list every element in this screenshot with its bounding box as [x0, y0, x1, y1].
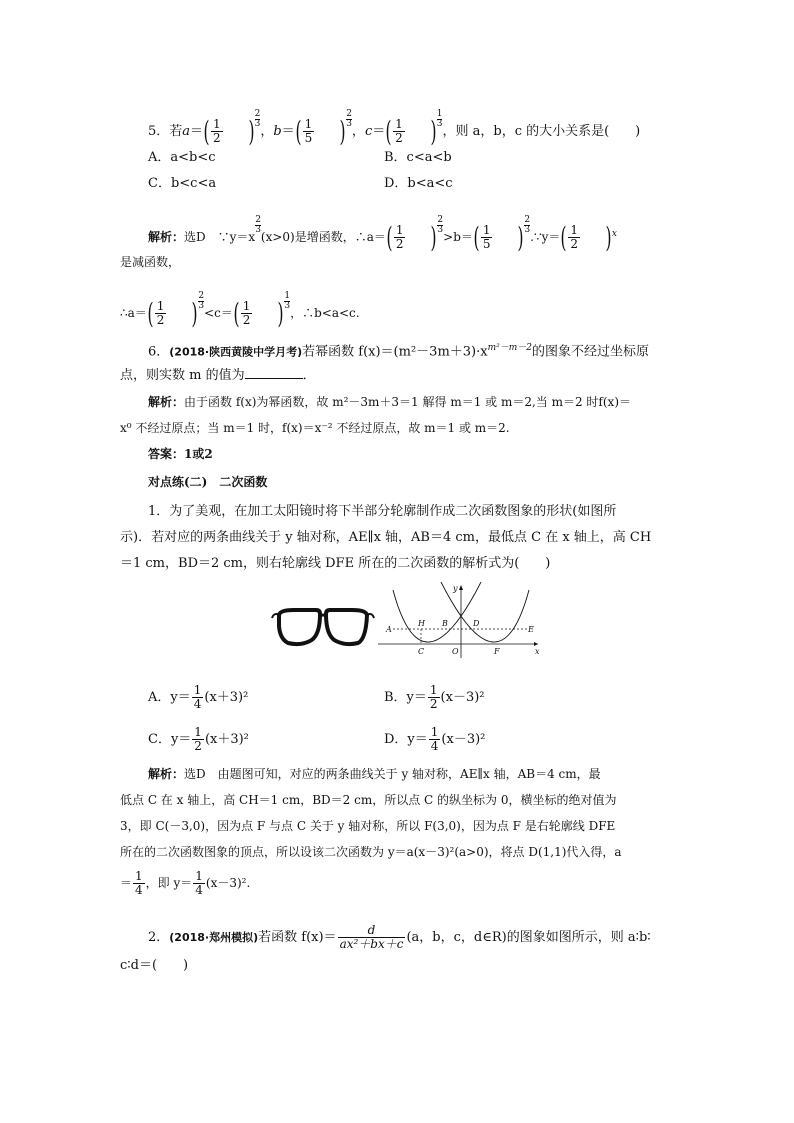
left-parabola: [393, 582, 481, 642]
label-x: x: [535, 647, 540, 656]
label-h: H: [418, 619, 425, 628]
label-o: O: [452, 647, 459, 656]
q6-solution-line1: 解析：由于函数 f(x)为幂函数，故 m²－3m＋3＝1 解得 m＝1 或 m＝2,当 m＝2 时f(x)＝: [148, 395, 632, 409]
q5-option-c[interactable]: C．b<c<a: [148, 176, 217, 191]
fraction: $\frac{1}{5}$: [304, 117, 313, 145]
p1-solution-line5: ＝ $\frac{1}{4}$ ，即 y＝ $\frac{1}{4}$ (x－3)².: [120, 869, 251, 897]
p1-solution-line3: 3，即 C(－3,0)，因为点 F 与点 C 关于 y 轴对称，所以 F(3,0)，因为点 F 是右轮廓线 DFE: [120, 819, 616, 833]
answer-blank[interactable]: [245, 366, 303, 379]
label-b: B: [442, 619, 448, 628]
p1-option-b[interactable]: B．y＝ $\frac{1}{2}$ (x－3)²: [384, 683, 485, 711]
q5-option-a[interactable]: A．a<b<c: [148, 150, 216, 165]
p1-stem-line1: 1．为了美观，在加工太阳镜时将下半部分轮廓制作成二次函数图象的形状(如图所: [148, 504, 617, 519]
q5-solution-line2: 是减函数，: [120, 255, 181, 269]
p2-stem-line2: c∶d＝( ): [120, 958, 189, 973]
q5-solution-line1: 解析：选D ∵y＝x $\frac{2}{3}$ (x>0)是增函数，∴a＝( $\frac{1}{2}$ ) $\frac{2}{3}$ >b＝( $\frac{1}{5}$ ) $\frac{2}{3}$ .∵y＝( $\frac{1}{2}$ )$^x$: [148, 215, 617, 254]
fraction: $\frac{1}{2}$: [395, 117, 403, 145]
q5-option-b[interactable]: B．c<a<b: [384, 150, 452, 165]
p1-stem-line2: 示)．若对应的两条曲线关于 y 轴对称，AE∥x 轴，AB＝4 cm，最低点 C 在 x 轴上，高 CH: [120, 530, 652, 545]
sunglasses-image: [270, 606, 376, 650]
label-e: E: [528, 625, 534, 634]
label-y: y: [453, 584, 458, 593]
fraction: $\frac{1}{2}$: [213, 117, 221, 145]
q6-stem-line1: 6．(2018·陕西黄陵中学月考)若幂函数 $f(x)=(m^2-3m+3)\cdot x^{m^2-m-2}$的图象不经过坐标原: [148, 343, 649, 360]
p1-solution-line2: 低点 C 在 x 轴上，高 CH＝1 cm，BD＝2 cm，所以点 C 的纵坐标为 0，横坐标的绝对值为: [120, 793, 617, 807]
p2-stem-line1: 2．(2018·郑州模拟)若函数 f(x)＝ $\frac{d}{\text{ax²＋bx＋c}}$ (a，b，c，d∈R)的图象如图所示，则 a∶b∶: [148, 923, 651, 951]
q5-stem: 5．若a＝( $\frac{1}{2}$ ) $\frac{2}{3}$ ，b＝( $\frac{1}{5}$ ) $\frac{2}{3}$ ，c＝( $\frac{1}{2}$ ) $\frac{1}{3}$ ，则 a，b，c 的大小关系是( ): [148, 109, 641, 148]
p1-option-d[interactable]: D．y＝ $\frac{1}{4}$ (x－3)²: [384, 725, 486, 753]
label-d: D: [473, 619, 480, 628]
p1-stem-line3: ＝1 cm，BD＝2 cm，则右轮廓线 DFE 所在的二次函数的解析式为( ): [120, 556, 551, 571]
label-f: F: [494, 647, 500, 656]
q6-answer: 答案：1或2: [148, 447, 213, 461]
q6-solution-line2: x⁰ 不经过原点；当 m＝1 时，f(x)＝x⁻² 不经过原点，故 m＝1 或 m＝2.: [120, 421, 510, 435]
parabola-figure: [378, 582, 544, 658]
p1-option-c[interactable]: C．y＝ $\frac{1}{2}$ (x＋3)²: [148, 725, 249, 753]
q6-stem-line2: 点，则实数 m 的值为 ．: [120, 368, 316, 383]
p1-solution-line1: 解析：选D 由题图可知，对应的两条曲线关于 y 轴对称，AE∥x 轴，AB＝4 cm，最: [148, 767, 601, 781]
p1-option-a[interactable]: A．y＝ $\frac{1}{4}$ (x＋3)²: [148, 683, 249, 711]
section-heading: 对点练(二) 二次函数: [148, 475, 268, 489]
p1-solution-line4: 所在的二次函数图象的顶点，所以设该二次函数为 y＝a(x－3)²(a>0)，将点 D(1,1)代入得，a: [120, 845, 622, 859]
label-a: A: [386, 625, 392, 634]
q5-option-d[interactable]: D．b<a<c: [384, 176, 453, 191]
q5-solution-line3: ∴a＝( $\frac{1}{2}$ ) $\frac{2}{3}$ <c＝( $\frac{1}{2}$ ) $\frac{1}{3}$ ，∴b<a<c.: [120, 291, 360, 330]
label-c: C: [418, 647, 425, 656]
